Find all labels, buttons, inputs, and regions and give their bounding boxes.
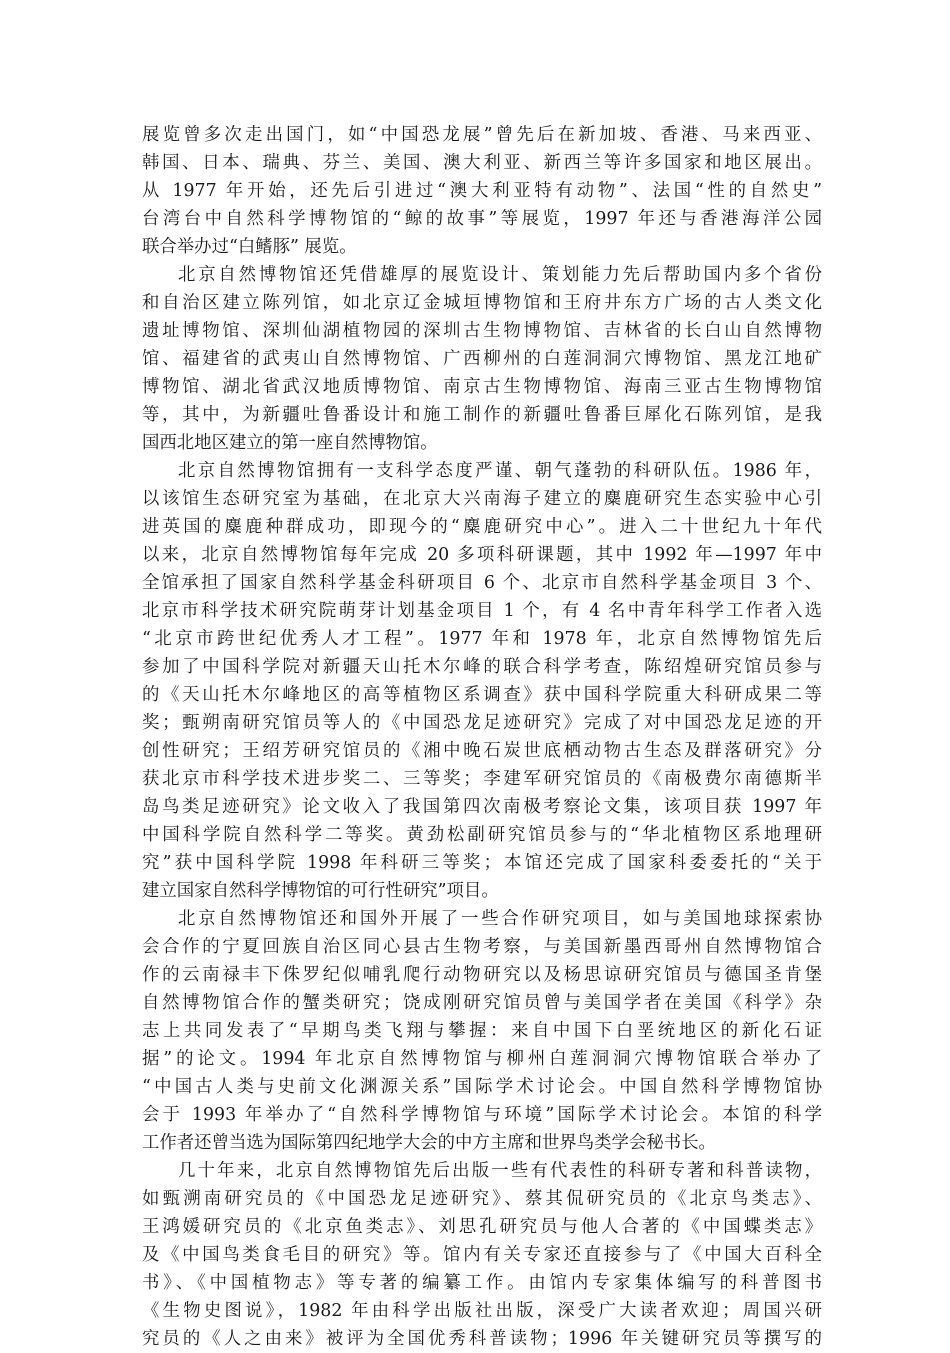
text-line: 中国科学院自然科学二等奖。黄劲松副研究馆员参与的“华北植物区系地理研 [142,825,822,845]
text-line: 以来，北京自然博物馆每年完成 20 多项科研课题，其中 1992 年—1997 年中 [142,545,822,565]
text-line: 会合作的宁夏回族自治区同心县古生物考察，与美国新墨西哥州自然博物馆合 [142,937,822,957]
text-line: 韩国、日本、瑞典、芬兰、美国、澳大利亚、新西兰等许多国家和地区展出。 [142,153,822,173]
text-line: 进英国的麋鹿种群成功，即现今的“麋鹿研究中心”。进入二十世纪九十年代 [142,517,822,537]
text-line: 几十年来，北京自然博物馆先后出版一些有代表性的科研专著和科普读物， [178,1161,822,1181]
text-line: 的《天山托木尔峰地区的高等植物区系调查》获中国科学院重大科研成果二等 [142,685,822,705]
text-line: 以该馆生态研究室为基础，在北京大兴南海子建立的麋鹿研究生态实验中心引 [142,489,822,509]
text-line: 全馆承担了国家自然科学基金科研项目 6 个、北京市自然科学基金项目 3 个、 [142,573,822,593]
text-line: 书》、《中国植物志》等专著的编纂工作。由馆内专家集体编写的科普图书 [142,1273,822,1293]
text-line: 展览曾多次走出国门，如“中国恐龙展”曾先后在新加坡、香港、马来西亚、 [142,125,822,145]
text-line: “中国古人类与史前文化渊源关系”国际学术讨论会。中国自然科学博物馆协 [142,1077,822,1097]
document-body [142,121,822,1353]
text-line: 如甄溯南研究员的《中国恐龙足迹研究》、蔡其侃研究员的《北京鸟类志》、 [142,1189,822,1209]
text-line: 志上共同发表了“早期鸟类飞翔与攀握：来自中国下白垩统地区的新化石证 [142,1021,822,1041]
text-line: “北京市跨世纪优秀人才工程”。1977 年和 1978 年，北京自然博物馆先后 [142,629,822,649]
text-line: 据”的论文。1994 年北京自然博物馆与柳州白莲洞洞穴博物馆联合举办了 [142,1049,822,1069]
text-line: 和自治区建立陈列馆，如北京辽金城垣博物馆和王府井东方广场的古人类文化 [142,293,822,313]
text-line: 从 1977 年开始，还先后引进过“澳大利亚特有动物”、法国“性的自然史” [142,181,822,201]
text-line: 王鸿媛研究员的《北京鱼类志》、刘思孔研究员与他人合著的《中国蝶类志》 [142,1217,822,1237]
text-line: 自然博物馆合作的蟹类研究；饶成刚研究馆员曾与美国学者在美国《科学》杂 [142,993,822,1013]
text-line: 联合举办过“白鳍豚” 展览。 [142,237,357,257]
text-line: 工作者还曾当选为国际第四纪地学大会的中方主席和世界鸟类学会秘书长。 [142,1133,716,1153]
text-line: 究”获中国科学院 1998 年科研三等奖；本馆还完成了国家科委委托的“关于 [142,853,822,873]
text-line: 及《中国鸟类食毛目的研究》等。馆内有关专家还直接参与了《中国大百科全 [142,1245,822,1265]
paragraph [142,121,822,261]
text-line: 台湾台中自然科学博物馆的“鲸的故事”等展览，1997 年还与香港海洋公园 [142,209,822,229]
text-line: 奖；甄朔南研究馆员等人的《中国恐龙足迹研究》完成了对中国恐龙足迹的开 [142,713,822,733]
paragraph [142,261,822,457]
text-line: 作的云南禄丰下侏罗纪似哺乳爬行动物研究以及杨思谅研究馆员与德国圣肯堡 [142,965,822,985]
text-line: 馆、福建省的武夷山自然博物馆、广西柳州的白莲洞洞穴博物馆、黑龙江地矿 [142,349,822,369]
text-line: 创性研究；王绍芳研究馆员的《湘中晚石炭世底栖动物古生态及群落研究》分 [142,741,822,761]
text-line: 究员的《人之由来》被评为全国优秀科普读物；1996 年关键研究员等撰写的 [142,1329,822,1349]
text-line: 会于 1993 年举办了“自然科学博物馆与环境”国际学术讨论会。本馆的科学 [142,1105,822,1125]
text-line: 遗址博物馆、深圳仙湖植物园的深圳古生物博物馆、吉林省的长白山自然博物 [142,321,822,341]
text-line: 《生物史图说》，1982 年由科学出版社出版，深受广大读者欢迎；周国兴研 [142,1301,822,1321]
paragraph [142,457,822,905]
text-line: 获北京市科学技术进步奖二、三等奖；李建军研究馆员的《南极费尔南德斯半 [142,769,822,789]
text-line: 国西北地区建立的第一座自然博物馆。 [142,433,438,453]
text-line: 博物馆、湖北省武汉地质博物馆、南京古生物博物馆、海南三亚古生物博物馆 [142,377,822,397]
text-line: 等，其中，为新疆吐鲁番设计和施工制作的新疆吐鲁番巨犀化石陈列馆，是我 [142,405,822,425]
text-line: 北京自然博物馆还和国外开展了一些合作研究项目，如与美国地球探索协 [178,909,822,929]
text-line: 北京市科学技术研究院萌芽计划基金项目 1 个，有 4 名中青年科学工作者入选 [142,601,822,621]
text-line: 参加了中国科学院对新疆天山托木尔峰的联合科学考查，陈绍煌研究馆员参与 [142,657,822,677]
text-line: 建立国家自然科学博物馆的可行性研究”项目。 [142,881,499,901]
paragraph [142,1157,822,1353]
text-line: 北京自然博物馆还凭借雄厚的展览设计、策划能力先后帮助国内多个省份 [178,265,822,285]
text-line: 北京自然博物馆拥有一支科学态度严谨、朝气蓬勃的科研队伍。1986 年， [178,461,822,481]
text-line: 岛鸟类足迹研究》论文收入了我国第四次南极考察论文集，该项目获 1997 年 [142,797,822,817]
paragraph [142,905,822,1157]
